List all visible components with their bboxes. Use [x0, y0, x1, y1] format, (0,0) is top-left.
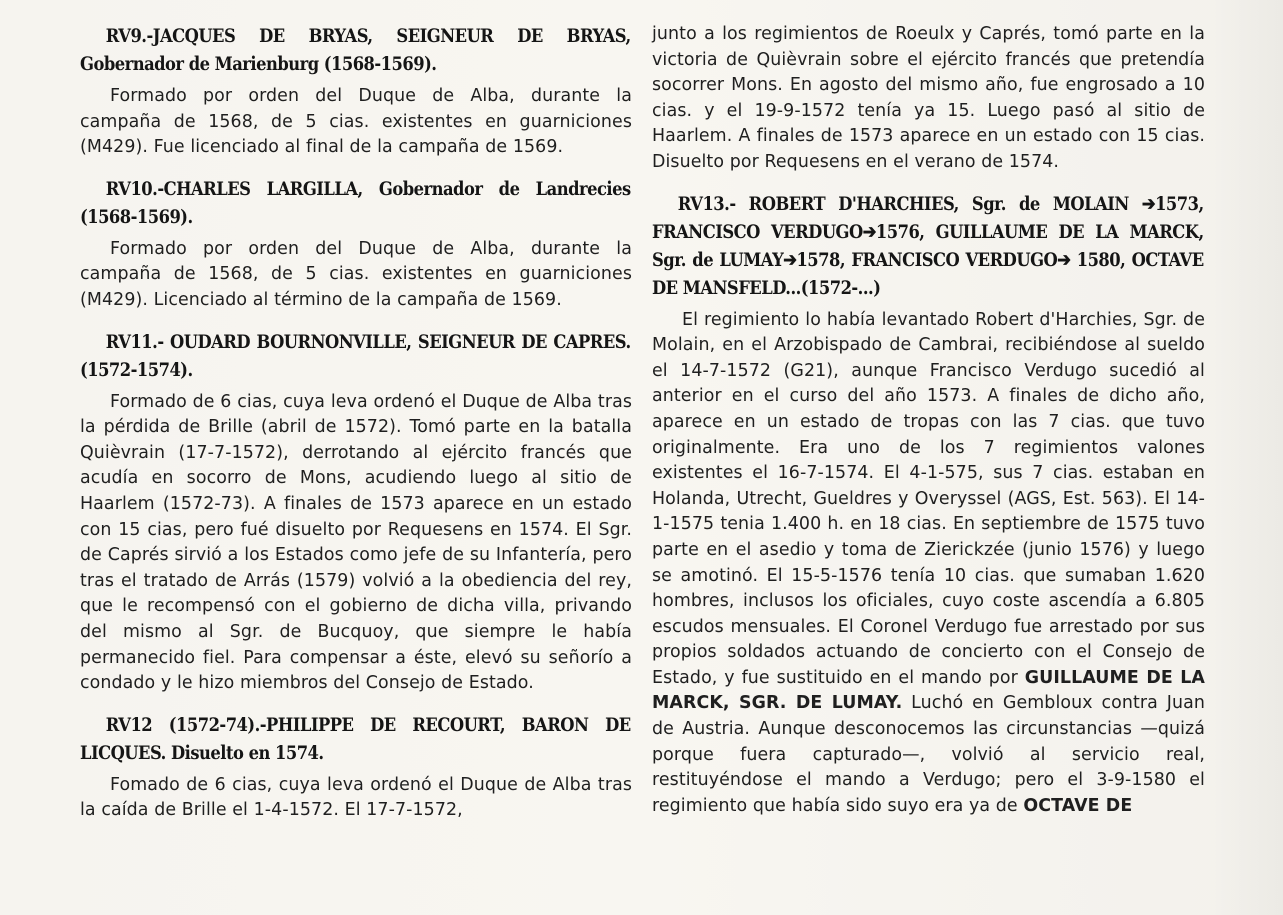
entry-heading: RV12 (1572-74).-PHILIPPE DE RECOURT, BARON DE LICQUES. Disuelto en 1574. — [80, 713, 631, 764]
entry-heading: RV11.- OUDARD BOURNONVILLE, SEIGNEUR DE CAPRES. (1572-1574). — [80, 330, 631, 381]
entry-body: Formado de 6 cias, cuya leva ordenó el Duque de Alba tras la pérdida de Brille (abril de 1572). Tomó parte en la batalla Quièvrain (17-7-1572), derrotando al ejército francés que acudía en socorro de Mons, acudiendo luego al sitio de Haarlem (1572-73). A finales de 1573 aparece en un estado con 15 cias, pero fué disuelto por Requesens en 1574. El Sgr. de Caprés sirvió a los Estados como jefe de su Infantería, pero tras el tratado de Arrás (1579) volvió a la obediencia del rey, que le recompensó con el gobierno de dicha villa, privando del mismo al Sgr. de Bucquoy, que siempre le había permanecido fiel. Para compensar a éste, elevó su señorío a condado y le hizo miembros del Consejo de Estado. — [80, 391, 632, 694]
entry-body-bold-name-2: OCTAVE DE — [1023, 795, 1133, 816]
entry-heading: RV10.-CHARLES LARGILLA, Gobernador de Landrecies (1568-1569). — [80, 177, 631, 228]
page-edge-shadow — [1213, 0, 1283, 915]
entry-body: Formado por orden del Duque de Alba, durante la campaña de 1568, de 5 cias. existentes en guarniciones (M429). Fue licenciado al final de la campaña de 1569. — [80, 86, 632, 158]
entry-body: Fomado de 6 cias, cuya leva ordenó el Duque de Alba tras la caída de Brille el 1-4-1572. El 17-7-1572, — [80, 774, 632, 821]
entry-rv11 — [80, 328, 632, 697]
entry-rv12-continuation — [652, 22, 1205, 176]
entry-rv13 — [652, 190, 1205, 820]
entry-body-text-2: Luchó en Gembloux contra Juan de Austria. Aunque desconocemos las circunstancias —quizá porque fuera capturado—, volvió al servicio real, restituyéndose el mando a Verdugo; pero el 3-9-1580 el regimiento que había sido suyo era ya de — [652, 693, 1205, 816]
left-column — [80, 22, 632, 838]
entry-body-text-1: El regimiento lo había levantado Robert d'Harchies, Sgr. de Molain, en el Arzobispado de Cambrai, recibiéndose al sueldo el 14-7-1572 (G21), aunque Francisco Verdugo sucedió al anterior en el curso del año 1573. A finales de dicho año, aparece en un estado de tropas con las 7 cias. que tuvo originalmente. Era uno de los 7 regimientos valones existentes el 16-7-1574. El 4-1-575, sus 7 cias. estaban en Holanda, Utrecht, Gueldres y Overyssel (AGS, Est. 563). El 14-1-1575 tenia 1.400 h. en 18 cias. En septiembre de 1575 tuvo parte en el asedio y toma de Zierickzée (junio 1576) y luego se amotinó. El 15-5-1576 tenía 10 cias. que sumaban 1.620 hombres, inclusos los oficiales, cuyo coste ascendía a 6.805 escudos mensuales. El Coronel Verdugo fue arrestado por sus propios soldados actuando de concierto con el Consejo de Estado, y fue sustituido en el mando por — [652, 309, 1205, 688]
entry-body: Formado por orden del Duque de Alba, durante la campaña de 1568, de 5 cias. existentes en guarniciones (M429). Licenciado al término de la campaña de 1569. — [80, 238, 632, 310]
entry-body — [652, 308, 1205, 820]
entry-rv10 — [80, 175, 632, 314]
entry-heading: RV13.- ROBERT D'HARCHIES, Sgr. de MOLAIN ➔1573, FRANCISCO VERDUGO➔1576, GUILLAUME DE LA MARCK, Sgr. de LUMAY➔1578, FRANCISCO VERDUGO➔ 1580, OCTAVE DE MANSFELD...(1572-...) — [652, 192, 1204, 299]
entry-body-bold-name-1: GUILLAUME DE LA MARCK, SGR. DE LUMAY. — [652, 667, 1205, 714]
entry-heading: RV9.-JACQUES DE BRYAS, SEIGNEUR DE BRYAS, Gobernador de Marienburg (1568-1569). — [80, 25, 631, 75]
entry-rv9 — [80, 22, 632, 161]
right-column — [652, 22, 1205, 833]
entry-body-continuation: junto a los regimientos de Roeulx y Caprés, tomó parte en la victoria de Quièvrain sobre el ejército francés que pretendía socorrer Mons. En agosto del mismo año, fue engrosado a 10 cias. y el 19-9-1572 tenía ya 15. Luego pasó al sitio de Haarlem. A finales de 1573 aparece en un estado con 15 cias. Disuelto por Requesens en el verano de 1574. — [652, 24, 1205, 172]
entry-rv12 — [80, 711, 632, 824]
